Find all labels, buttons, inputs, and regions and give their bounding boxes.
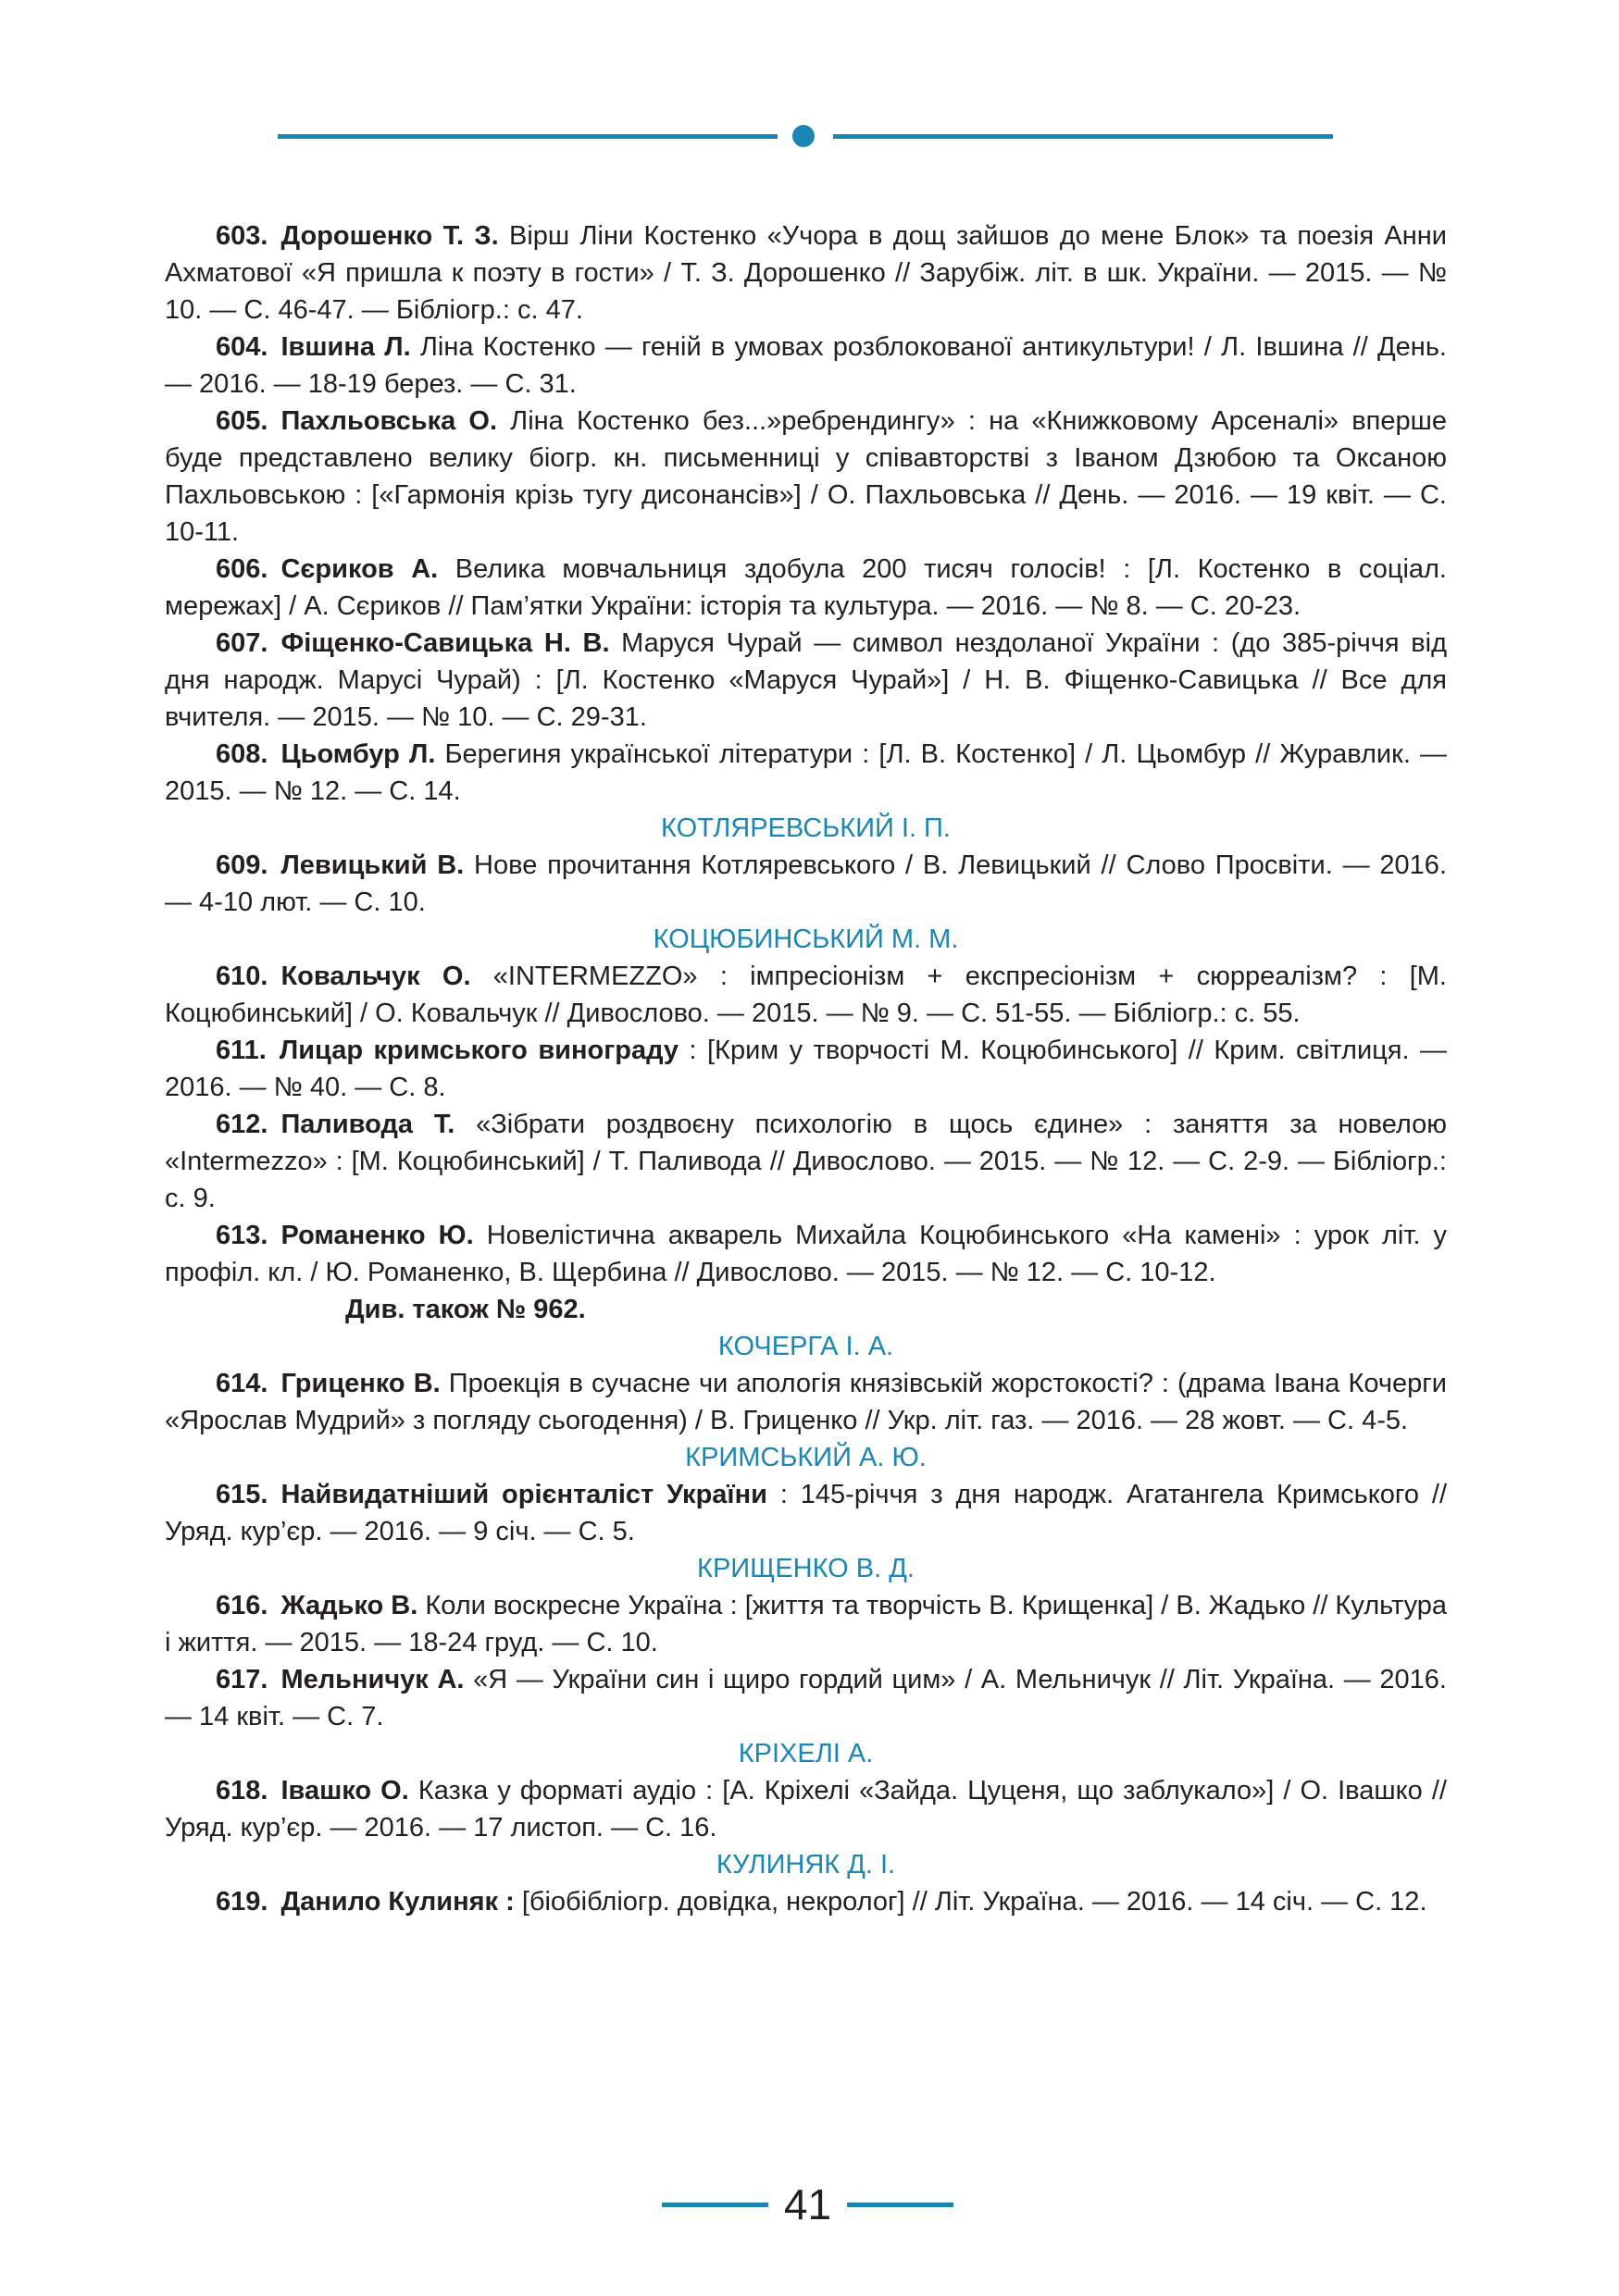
bibliography-entry xyxy=(165,847,1447,921)
entry-number: 613. xyxy=(216,1221,268,1250)
entry-group xyxy=(165,1476,1447,1550)
entry-number: 607. xyxy=(216,628,268,658)
entry-author: Жадько В. xyxy=(280,1591,418,1620)
entry-author: Мельничук А. xyxy=(280,1665,465,1694)
entry-author: Фіщенко-Савицька Н. В. xyxy=(280,628,610,658)
entry-group xyxy=(165,1587,1447,1735)
entry-text: Новелістична акварель Михайла Коцюбинського «На камені» : урок літ. у профіл. кл. / Ю. Романенко, В. Щербина // Дивослово. — 2015. — № 12. — С. 10-12. xyxy=(165,1221,1447,1287)
footer-rule-right xyxy=(847,2203,953,2207)
entry-group xyxy=(165,1772,1447,1846)
entry-number: 608. xyxy=(216,739,268,769)
bibliography-entry xyxy=(165,1587,1447,1661)
entry-group xyxy=(165,958,1447,1291)
entry-author: Гриценко В. xyxy=(280,1369,441,1398)
bibliography-entry xyxy=(165,1883,1447,1920)
entry-group xyxy=(165,847,1447,921)
entry-group xyxy=(165,1883,1447,1920)
entry-author: Романенко Ю. xyxy=(280,1221,474,1250)
entry-text: Ліна Костенко — геній в умовах розблокованої антикультури! / Л. Івшина // День. — 2016. — 18-19 берез. — С. 31. xyxy=(165,332,1447,399)
page-number: 41 xyxy=(783,2180,832,2228)
entry-author: Найвидатніший орієнталіст України xyxy=(280,1480,767,1509)
entry-text: Велика мовчальниця здобула 200 тисяч голосів! : [Л. Костенко в соціал. мережах] / А. Сєриков // Пам’ятки України: історія та культура. — 2016. — № 8. — С. 20-23. xyxy=(165,554,1447,621)
bibliography-entry xyxy=(165,1032,1447,1106)
entry-author: Ковальчук О. xyxy=(280,962,471,991)
entry-text: «INTERMEZZO» : імпресіонізм + експресіонізм + сюрреалізм? : [М. Коцюбинський] / О. Ковальчук // Дивослово. — 2015. — № 9. — С. 51-55. — Бібліогр.: с. 55. xyxy=(165,962,1447,1028)
entry-author: Дорошенко Т. З. xyxy=(280,221,499,251)
entry-author: Данило Кулиняк : xyxy=(280,1887,515,1917)
entry-text: Маруся Чурай — символ нездоланої України : (до 385-річчя від дня народж. Марусі Чурай) : [Л. Костенко «Маруся Чурай»] / Н. В. Фіщенко-Савицька // Все для вчителя. — 2015. — № 10. — С. 29-31. xyxy=(165,628,1447,732)
entry-text: Казка у форматі аудіо : [А. Кріхелі «Зайда. Цуценя, що заблукало»] / О. Івашко // Уряд. кур’єр. — 2016. — 17 листоп. — С. 16. xyxy=(165,1776,1447,1843)
header-rule-right xyxy=(833,134,1333,139)
bibliography-entry xyxy=(165,217,1447,329)
entry-group xyxy=(165,1365,1447,1439)
entry-text: Нове прочитання Котляревського / В. Левицький // Слово Просвіти. — 2016. — 4-10 лют. — С. 10. xyxy=(165,850,1447,917)
entry-text: [біобібліогр. довідка, некролог] // Літ. Україна. — 2016. — 14 січ. — С. 12. xyxy=(514,1887,1427,1917)
entry-text: Проекція в сучасне чи апологія князівській жорстокості? : (драма Івана Кочерги «Ярослав Мудрий» з погляду сьогодення) / В. Гриценко // Укр. літ. газ. — 2016. — 28 жовт. — С. 4-5. xyxy=(165,1369,1447,1435)
entry-text: «Зібрати роздвоєну психологію в щось єдине» : заняття за новелою «Intermezzo» : [М. Коцюбинський] / Т. Паливода // Дивослово. — 2015. — № 12. — С. 2-9. — Бібліогр.: с. 9. xyxy=(165,1110,1447,1213)
section-heading: КРИМСЬКИЙ А. Ю. xyxy=(685,1443,927,1472)
header-rule-left xyxy=(278,134,778,139)
entry-number: 615. xyxy=(216,1480,268,1509)
entry-author: Паливода Т. xyxy=(280,1110,455,1139)
bibliography-entry xyxy=(165,551,1447,625)
entry-number: 614. xyxy=(216,1369,268,1398)
entry-text: : 145-річчя з дня народж. Агатангела Кримського // Уряд. кур’єр. — 2016. — 9 січ. — С. 5. xyxy=(165,1480,1447,1546)
bibliography-entry xyxy=(165,403,1447,551)
entry-text: : [Крим у творчості М. Коцюбинського] // Крим. світлиця. — 2016. — № 40. — С. 8. xyxy=(165,1036,1447,1102)
entry-number: 619. xyxy=(216,1887,268,1917)
entry-text: «Я — України син і щиро гордий цим» / А. Мельничук // Літ. Україна. — 2016. — 14 квіт. — С. 7. xyxy=(165,1665,1447,1731)
header-dot-ornament xyxy=(792,125,815,147)
entry-text: Ліна Костенко без...»ребрендингу» : на «Книжковому Арсеналі» вперше буде представлено велику біогр. кн. письменниці у співавторстві з Іваном Дзюбою та Оксаною Пахльовською : [«Гармонія крізь тугу дисонансів»] / О. Пахльовська // День. — 2016. — 19 квіт. — С. 10-11. xyxy=(165,406,1447,547)
see-also-note: Див. також № 962. xyxy=(345,1295,586,1324)
entry-number: 616. xyxy=(216,1591,268,1620)
entry-author: Сєриков А. xyxy=(280,554,439,584)
entry-number: 610. xyxy=(216,962,268,991)
entry-number: 606. xyxy=(216,554,268,584)
bibliography-entry xyxy=(165,958,1447,1032)
bibliography-body xyxy=(165,217,1447,1920)
entry-number: 609. xyxy=(216,850,268,880)
entry-number: 617. xyxy=(216,1665,268,1694)
entry-number: 605. xyxy=(216,406,268,436)
bibliography-entry xyxy=(165,1106,1447,1217)
bibliography-entry xyxy=(165,1476,1447,1550)
section-heading: КРИЩЕНКО В. Д. xyxy=(697,1554,915,1583)
entry-text: Коли воскресне Україна : [життя та творчість В. Крищенка] / В. Жадько // Культура і життя. — 2015. — 18-24 груд. — С. 10. xyxy=(165,1591,1447,1657)
section-heading: КОЧЕРГА І. А. xyxy=(717,1332,894,1361)
entry-author: Івшина Л. xyxy=(280,332,411,362)
section-heading: КОЦЮБИНСЬКИЙ М. М. xyxy=(653,925,959,954)
entry-number: 612. xyxy=(216,1110,268,1139)
entry-author: Пахльовська О. xyxy=(280,406,497,436)
bibliography-entry xyxy=(165,1772,1447,1846)
entry-author: Івашко О. xyxy=(280,1776,409,1806)
entry-number: 611. xyxy=(216,1036,267,1065)
entry-author: Левицький В. xyxy=(280,850,465,880)
bibliography-entry xyxy=(165,329,1447,403)
entry-group xyxy=(165,217,1447,810)
entry-author: Цьомбур Л. xyxy=(280,739,436,769)
entry-text: Берегиня української літератури : [Л. В. Костенко] / Л. Цьомбур // Журавлик. — 2015. — № 12. — С. 14. xyxy=(165,739,1447,806)
bibliography-entry xyxy=(165,1365,1447,1439)
entry-number: 618. xyxy=(216,1776,268,1806)
footer-rule-left xyxy=(662,2203,768,2207)
bibliography-entry xyxy=(165,736,1447,810)
section-heading: КУЛИНЯК Д. І. xyxy=(716,1850,896,1880)
entry-number: 604. xyxy=(216,332,268,362)
bibliography-entry xyxy=(165,1217,1447,1291)
section-heading: КРІХЕЛІ А. xyxy=(738,1739,874,1769)
entry-text: Вірш Ліни Костенко «Учора в дощ зайшов до мене Блок» та поезія Анни Ахматової «Я пришла к поэту в гости» / Т. З. Дорошенко // Зарубіж. літ. в шк. України. — 2015. — № 10. — С. 46-47. — Бібліогр.: с. 47. xyxy=(165,221,1447,325)
bibliography-entry xyxy=(165,625,1447,736)
entry-number: 603. xyxy=(216,221,268,251)
entry-author: Лицар кримського винограду xyxy=(279,1036,679,1065)
bibliography-entry xyxy=(165,1661,1447,1735)
section-heading: КОТЛЯРЕВСЬКИЙ І. П. xyxy=(661,813,951,843)
